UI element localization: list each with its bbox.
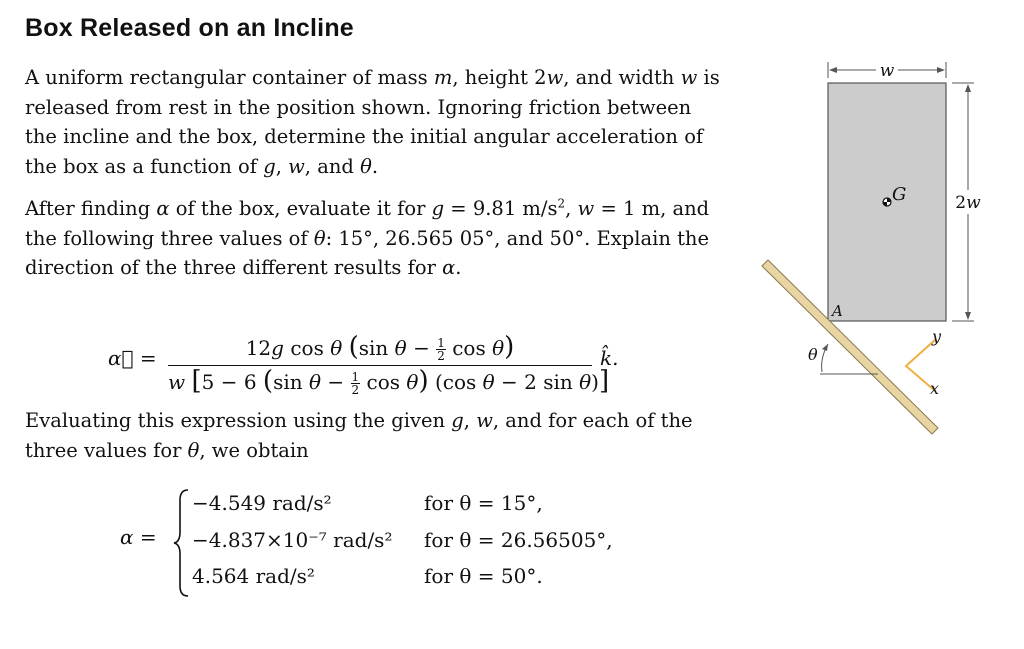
equation-lhs: α⃗ =	[108, 346, 157, 370]
height-arrow-top	[965, 84, 971, 92]
width-arrow-left	[829, 67, 837, 73]
width-label: w	[879, 61, 895, 81]
angle-label: θ	[808, 345, 818, 364]
x-axis-label: x	[930, 379, 940, 398]
problem-statement: A uniform rectangular container of mass m, height 2w, and width w is released from rest in the position shown. Ignoring friction between the incline and the box, determine the initial angular acceleration of the box as a function of g, w, and θ.	[25, 66, 720, 178]
results-piecewise	[120, 488, 640, 598]
unit-vector-k: k̂.	[600, 346, 619, 370]
page-title: Box Released on an Incline	[25, 14, 354, 42]
box-incline-diagram	[758, 52, 998, 442]
results-lhs: α =	[120, 525, 157, 549]
corner-label: A	[832, 302, 843, 320]
width-arrow-right	[937, 67, 945, 73]
y-axis-label: y	[932, 327, 942, 346]
result-condition-2: for θ = 26.56505°,	[424, 528, 613, 552]
equation-numerator: 12g cos θ (sin θ − $\frac{1}{2}$ cos θ)	[245, 332, 515, 363]
left-brace	[172, 488, 192, 598]
result-condition-1: for θ = 15°,	[424, 491, 543, 515]
angular-acceleration-equation	[108, 326, 668, 398]
center-label: G	[892, 184, 907, 205]
evaluation-text: Evaluating this expression using the given g, w, and for each of the three values for θ, we obtain	[25, 409, 693, 462]
equation-denominator: w [5 − 6 (sin θ − $\frac{1}{2}$ cos θ) (cos θ − 2 sin θ)]	[168, 366, 610, 397]
result-value-2: −4.837×10⁻⁷ rad/s²	[192, 528, 393, 552]
height-label: 2w	[955, 193, 981, 213]
result-value-3: 4.564 rad/s²	[192, 564, 315, 588]
result-value-1: −4.549 rad/s²	[192, 491, 332, 515]
angle-arrow	[822, 344, 828, 351]
result-condition-3: for θ = 50°.	[424, 564, 543, 588]
height-arrow-bottom	[965, 312, 971, 320]
evaluation-instructions: After finding α of the box, evaluate it for g = 9.81 $m/s^2$, w = 1 m, and the following three values of θ: 15°, 26.565 05°, and 50°. Explain the direction of the three different results for α.	[25, 196, 710, 279]
